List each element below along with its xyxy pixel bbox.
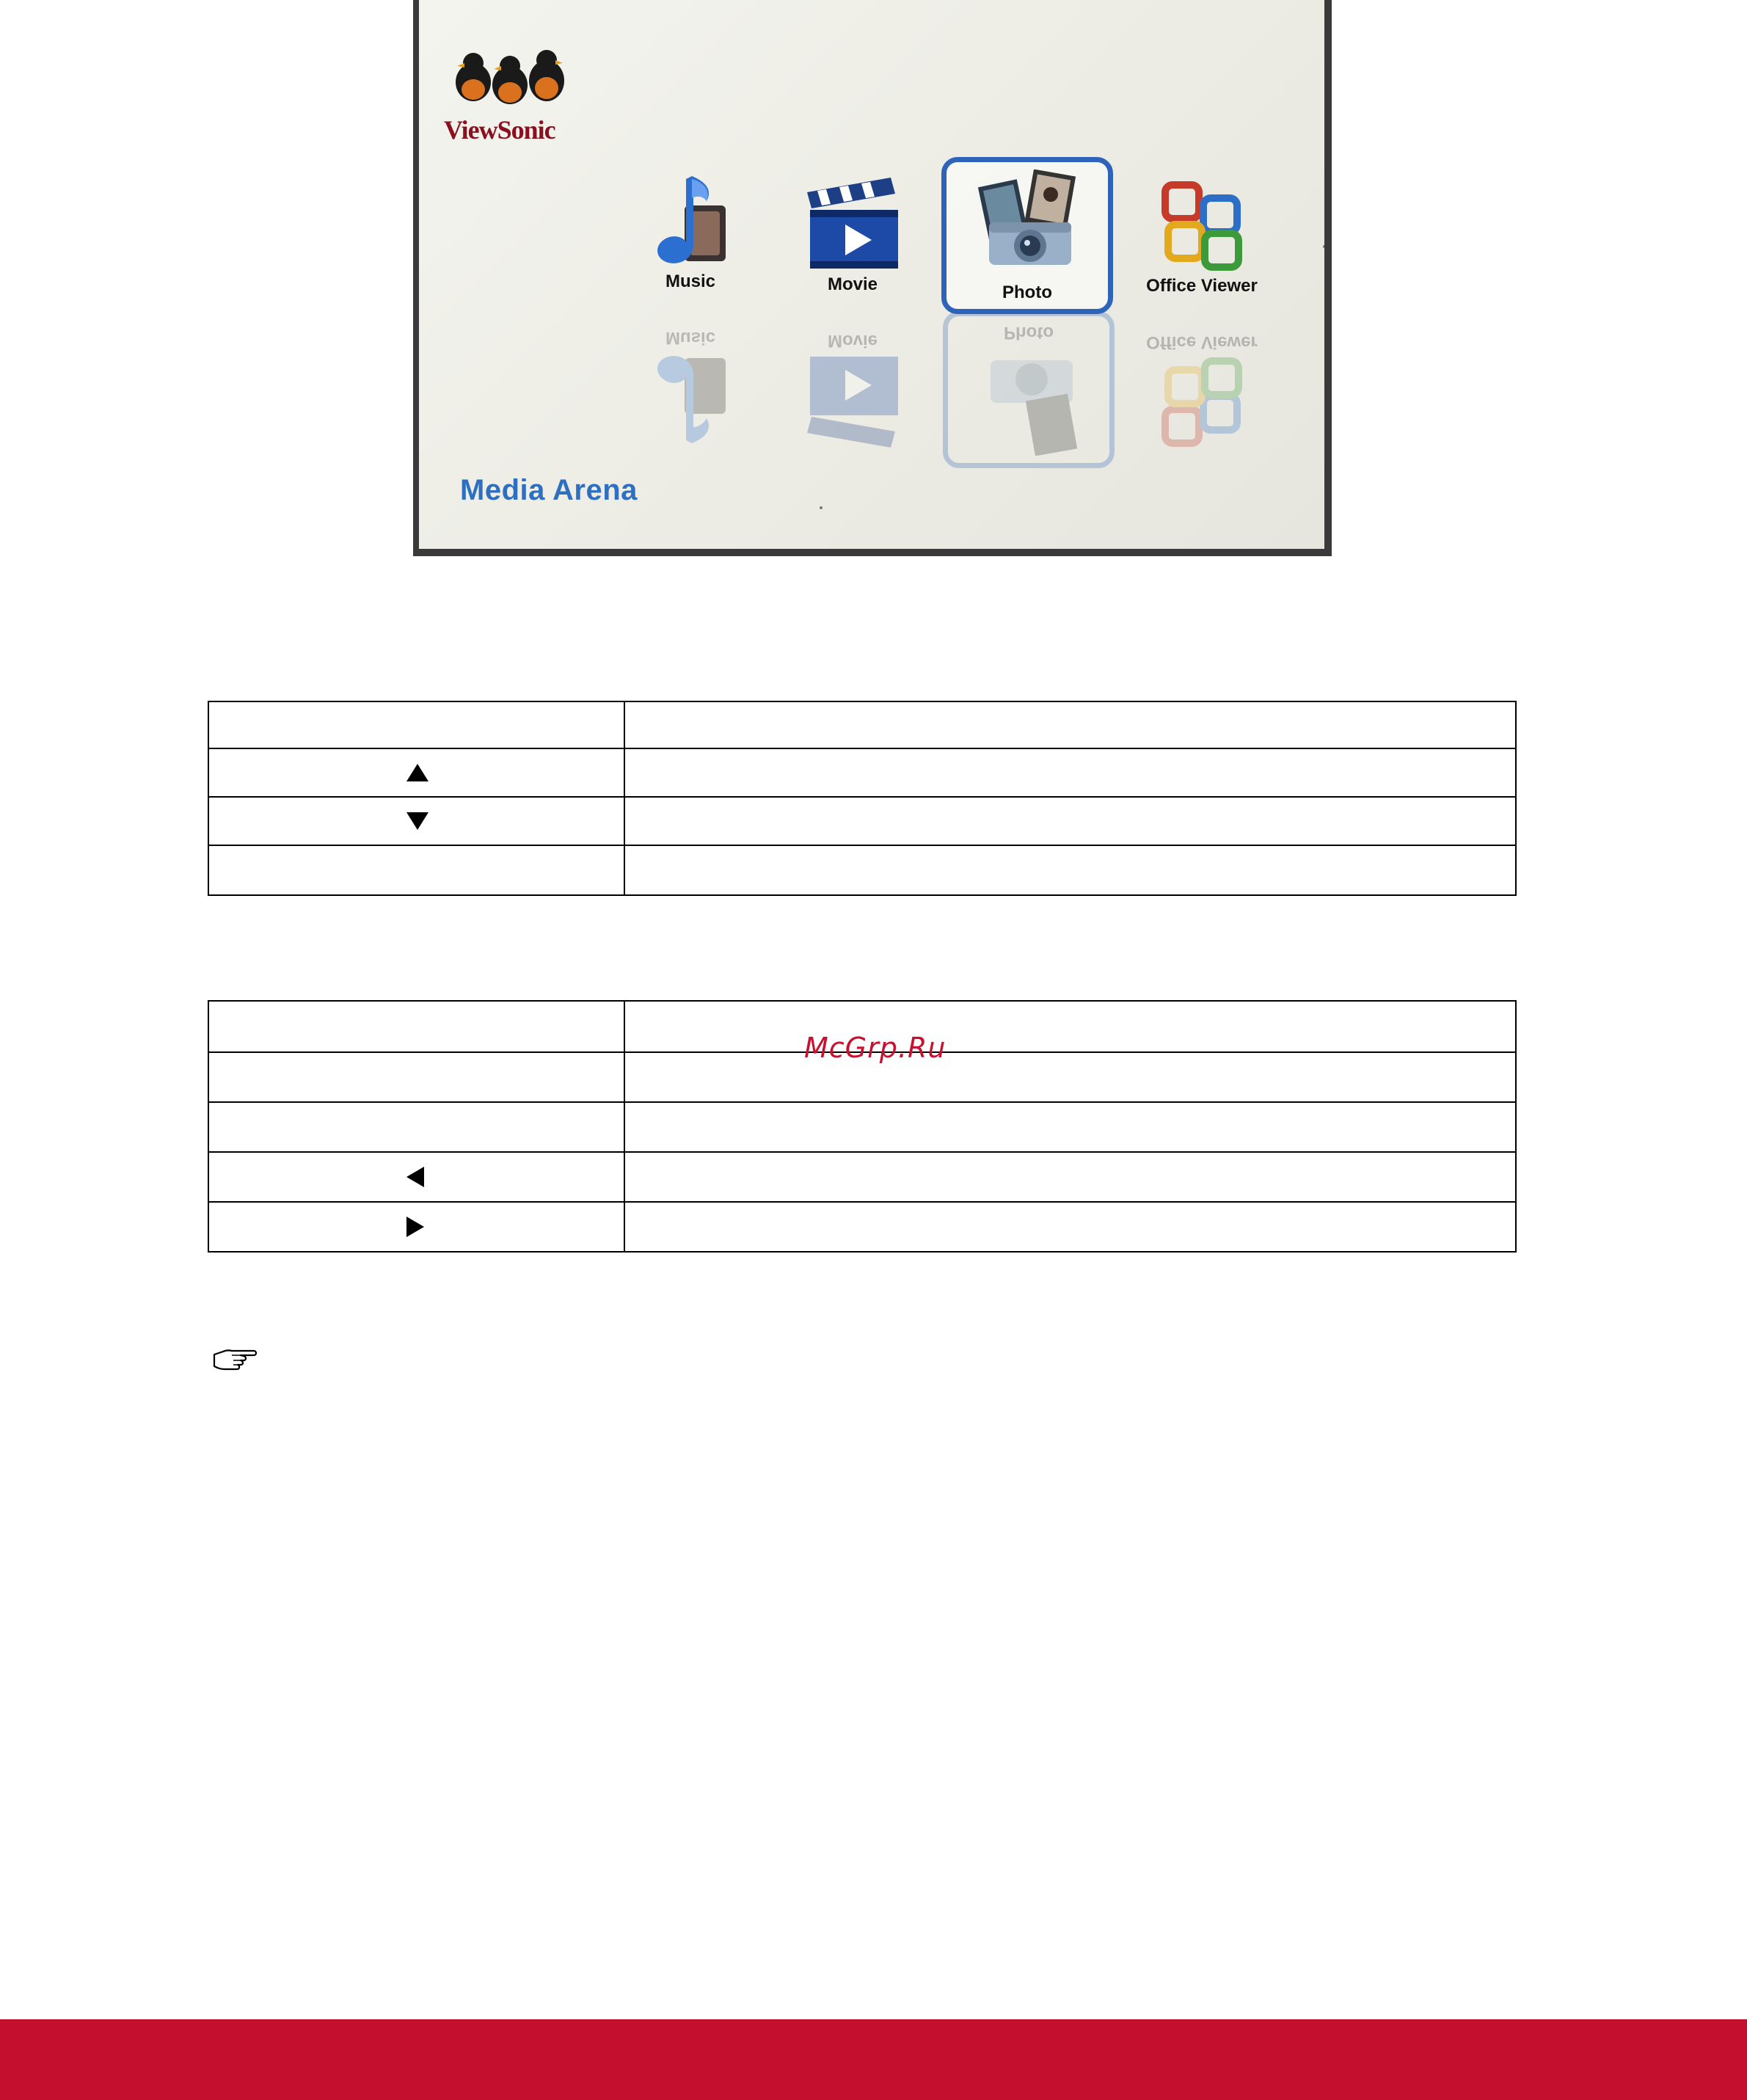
media-arena-screenshot — [413, 0, 1332, 556]
table-cell-key — [208, 701, 624, 748]
table-cell-description — [624, 1102, 1516, 1152]
table-cell-key — [208, 748, 624, 797]
reflection-music-label: Music — [665, 328, 715, 348]
birds-logo-icon — [451, 44, 569, 110]
viewsonic-logo — [440, 44, 579, 147]
table-row — [208, 1152, 1516, 1202]
table-row — [208, 797, 1516, 845]
music-note-icon — [639, 348, 742, 451]
menu-item-movie[interactable] — [768, 164, 937, 318]
reflection-office-viewer-label: Office Viewer — [1146, 332, 1258, 352]
menu-item-photo-label: Photo — [1002, 282, 1052, 302]
pointing-hand-icon — [211, 1344, 260, 1374]
table-row — [208, 748, 1516, 797]
reflection-music — [606, 304, 775, 458]
reflection-movie — [768, 307, 937, 461]
table-cell-key — [208, 845, 624, 895]
table-cell-key — [208, 1102, 624, 1152]
camera-photos-icon — [976, 169, 1079, 272]
table-cell-key — [208, 1202, 624, 1252]
office-logo-icon — [1150, 352, 1253, 455]
table-cell-description — [624, 1202, 1516, 1252]
reflection-office-viewer — [1117, 308, 1286, 462]
table-row — [208, 845, 1516, 895]
clapperboard-icon — [801, 351, 904, 453]
screen-speck — [1323, 245, 1324, 248]
key-function-table-1 — [208, 701, 1517, 896]
table-cell-description — [624, 845, 1516, 895]
right-arrow-icon — [406, 1217, 424, 1237]
table-cell-key — [208, 797, 624, 845]
reflection-movie-label: Movie — [827, 331, 878, 351]
menu-item-office-viewer-label: Office Viewer — [1146, 276, 1258, 296]
table-cell-key — [208, 1152, 624, 1202]
viewsonic-logo-text: ViewSonic — [444, 115, 555, 145]
table-row — [208, 1202, 1516, 1252]
up-arrow-icon — [406, 764, 428, 781]
table-cell-description — [624, 1001, 1516, 1052]
table-cell-description — [624, 797, 1516, 845]
table-cell-description — [624, 748, 1516, 797]
media-arena-title: Media Arena — [460, 474, 638, 506]
menu-item-office-viewer[interactable] — [1117, 166, 1286, 320]
table-cell-key — [208, 1001, 624, 1052]
left-arrow-icon — [406, 1167, 424, 1187]
footer-bar — [0, 2019, 1747, 2100]
reflection-photo — [943, 311, 1115, 468]
menu-item-photo[interactable] — [941, 157, 1113, 314]
office-logo-icon — [1150, 173, 1253, 276]
reflection-photo-label: Photo — [1004, 323, 1054, 343]
camera-photos-icon — [977, 353, 1080, 456]
table-cell-description — [624, 1052, 1516, 1102]
watermark-text: McGrp.Ru — [804, 1032, 947, 1064]
table-cell-key — [208, 1052, 624, 1102]
down-arrow-icon — [406, 812, 428, 830]
table-row — [208, 701, 1516, 748]
menu-item-music-label: Music — [665, 271, 715, 291]
table-cell-description — [624, 701, 1516, 748]
clapperboard-icon — [801, 172, 904, 274]
screen-speck — [820, 506, 823, 509]
table-cell-description — [624, 1152, 1516, 1202]
music-note-icon — [639, 169, 742, 271]
menu-item-music[interactable] — [606, 161, 775, 316]
media-arena-screen — [419, 0, 1324, 549]
table-row — [208, 1102, 1516, 1152]
menu-item-movie-label: Movie — [827, 274, 878, 294]
